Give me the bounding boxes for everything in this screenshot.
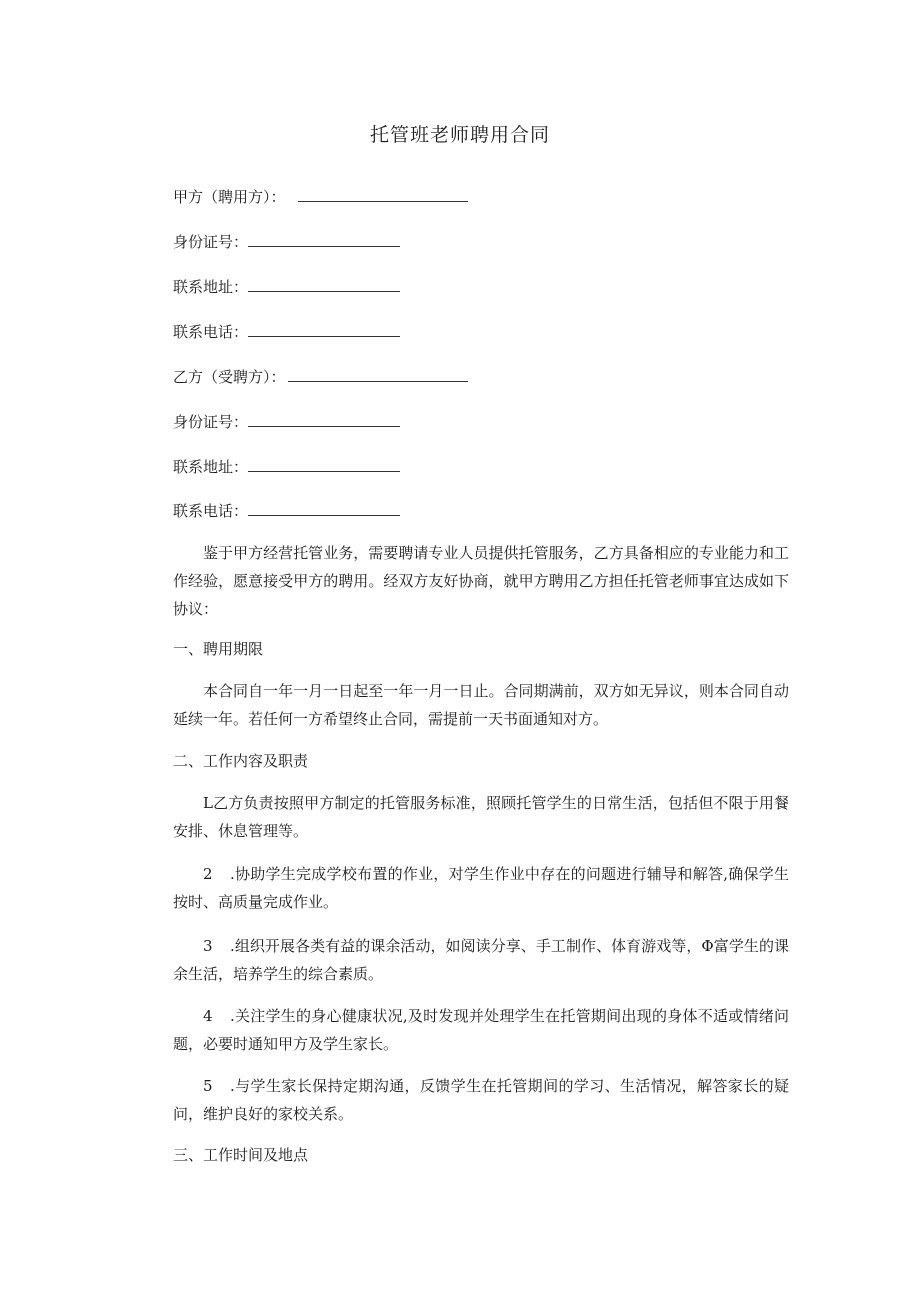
duty-item-5 xyxy=(173,1072,789,1128)
party-a-id-field xyxy=(173,231,400,252)
party-b-phone-label: 联系电话： xyxy=(173,502,249,520)
section-1-heading: 一、聘用期限 xyxy=(173,640,264,658)
duty-item-3-number: 3 xyxy=(203,937,213,955)
duty-item-2 xyxy=(173,860,789,916)
duty-item-5-text: .与学生家长保持定期沟通，反馈学生在托管期间的学习、生活情况，解答家长的疑问，维护良好的家校关系。 xyxy=(173,1077,789,1123)
intro-paragraph: 鉴于甲方经营托管业务，需要聘请专业人员提供托管服务，乙方具备相应的专业能力和工作经验，愿意接受甲方的聘用。经双方友好协商，就甲方聘用乙方担任托管老师事宜达成如下协议： xyxy=(173,544,789,618)
section-3-heading: 三、工作时间及地点 xyxy=(173,1146,309,1164)
duty-item-2-text: .协助学生完成学校布置的作业，对学生作业中存在的问题进行辅导和解答,确保学生按时、高质量完成作业。 xyxy=(173,865,789,911)
party-a-id-label: 身份证号： xyxy=(173,233,249,251)
duty-item-4-text: .关注学生的身心健康状况,及时发现并处理学生在托管期间出现的身体不适或情绪问题，必要时通知甲方及学生家长。 xyxy=(173,1007,789,1053)
party-a-phone-label: 联系电话： xyxy=(173,323,249,341)
party-a-name-blank[interactable] xyxy=(298,200,468,202)
duty-item-3 xyxy=(173,932,789,988)
party-b-name-label: 乙方（受聘方）： xyxy=(173,368,286,386)
section-2-heading: 二、工作内容及职责 xyxy=(173,752,309,770)
section-1-body: 本合同自一年一月一日起至一年一月一日止。合同期满前，双方如无异议，则本合同自动延续一年。若任何一方希望终止合同，需提前一天书面通知对方。 xyxy=(173,682,789,728)
party-b-address-label: 联系地址： xyxy=(173,458,249,476)
duty-item-4 xyxy=(173,1002,789,1058)
party-b-phone-blank[interactable] xyxy=(248,514,400,516)
party-a-phone-field xyxy=(173,321,400,342)
party-b-address-field xyxy=(173,456,400,477)
duty-item-1: L乙方负责按照甲方制定的托管服务标准，照顾托管学生的日常生活，包括但不限于用餐安排、休息管理等。 xyxy=(173,794,789,840)
party-a-id-blank[interactable] xyxy=(248,245,400,247)
party-b-id-label: 身份证号： xyxy=(173,413,249,431)
party-a-address-label: 联系地址： xyxy=(173,278,249,296)
document-title: 托管班老师聘用合同 xyxy=(369,124,550,146)
party-b-phone-field xyxy=(173,500,400,521)
duty-item-4-number: 4 xyxy=(203,1007,213,1025)
party-b-name-field xyxy=(173,366,468,387)
duty-item-5-number: 5 xyxy=(203,1077,213,1095)
duty-item-3-text: .组织开展各类有益的课余活动，如阅读分享、手工制作、体育游戏等，Φ富学生的课余生活，培养学生的综合素质。 xyxy=(173,937,789,983)
duty-item-2-number: 2 xyxy=(203,865,213,883)
party-a-phone-blank[interactable] xyxy=(248,335,400,337)
party-a-name-label: 甲方（聘用方）： xyxy=(173,188,286,206)
party-a-name-field xyxy=(173,186,468,207)
party-b-name-blank[interactable] xyxy=(288,380,468,382)
party-a-address-blank[interactable] xyxy=(248,290,400,292)
party-b-id-blank[interactable] xyxy=(248,425,400,427)
party-a-address-field xyxy=(173,276,400,297)
party-b-address-blank[interactable] xyxy=(248,470,400,472)
party-b-id-field xyxy=(173,411,400,432)
